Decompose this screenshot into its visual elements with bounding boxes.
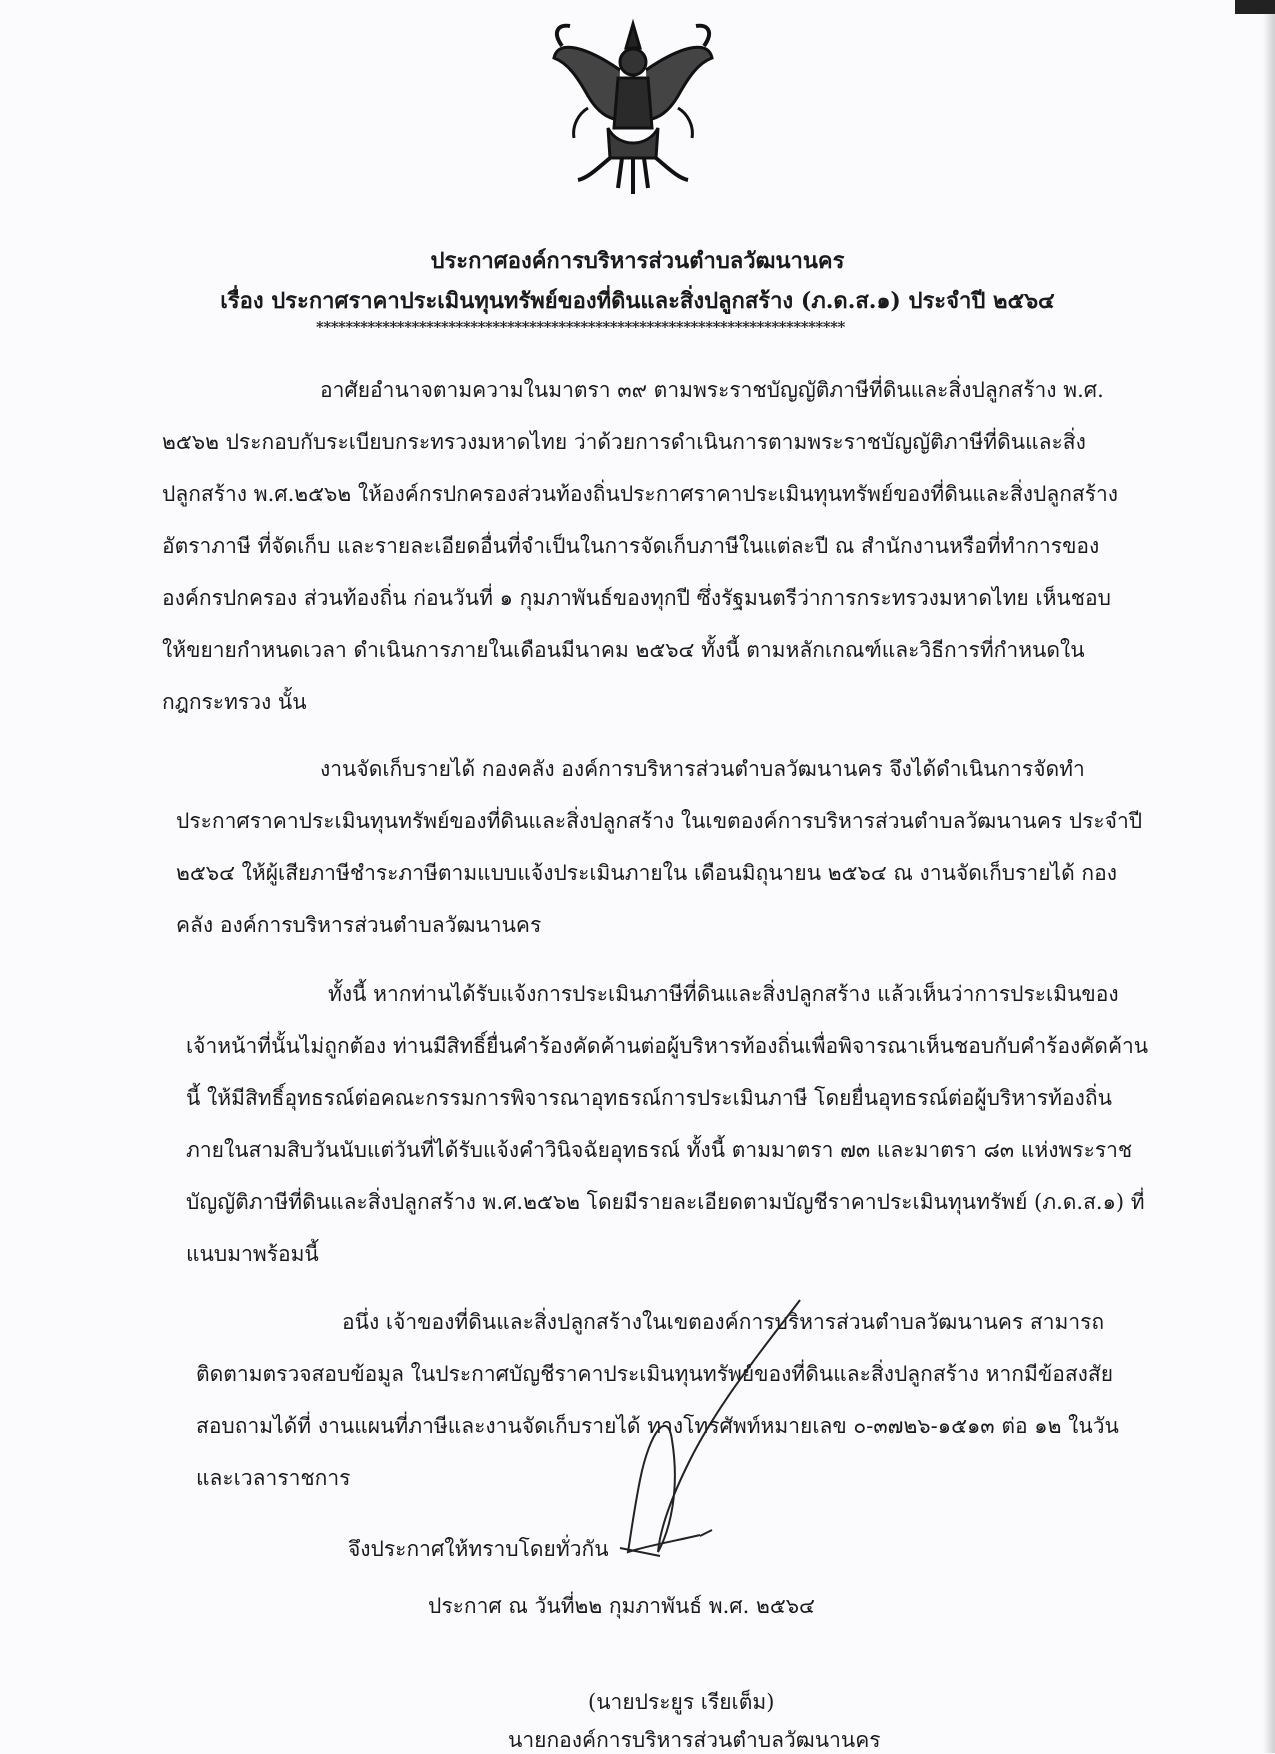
scan-edge-mark [1235, 0, 1275, 14]
handwritten-signature [600, 1290, 830, 1570]
paragraph-4-line: ติดตามตรวจสอบข้อมูล ในประกาศบัญชีราคาประเมินทุนทรัพย์ของที่ดินและสิ่งปลูกสร้าง หากมีข้อสงสัย [196, 1362, 1114, 1386]
paragraph-1-line: อาศัยอำนาจตามความในมาตรา ๓๙ ตามพระราชบัญญัติภาษีที่ดินและสิ่งปลูกสร้าง พ.ศ. [320, 378, 1104, 402]
paragraph-2-line: ๒๕๖๔ ให้ผู้เสียภาษีชำระภาษีตามแบบแจ้งประเมินภายใน เดือนมิถุนายน ๒๕๖๔ ณ งานจัดเก็บรายได้ กอง [176, 861, 1117, 885]
announcement-date: ประกาศ ณ วันที่๒๒ กุมภาพันธ์ พ.ศ. ๒๕๖๔ [428, 1594, 815, 1618]
paragraph-2-line: คลัง องค์การบริหารส่วนตำบลวัฒนานคร [176, 913, 542, 937]
document-title: ประกาศองค์การบริหารส่วนตำบลวัฒนานคร [430, 248, 845, 274]
paragraph-3-line: นี้ ให้มีสิทธิ์อุทธรณ์ต่อคณะกรรมการพิจารณาอุทธรณ์การประเมินภาษี โดยยื่นอุทธรณ์ต่อผู้บริหารท้องถิ่น [186, 1086, 1112, 1110]
paragraph-2-line: งานจัดเก็บรายได้ กองคลัง องค์การบริหารส่วนตำบลวัฒนานคร จึงได้ดำเนินการจัดทำ [320, 757, 1085, 781]
paragraph-3-line: ทั้งนี้ หากท่านได้รับแจ้งการประเมินภาษีที่ดินและสิ่งปลูกสร้าง แล้วเห็นว่าการประเมินของ [328, 982, 1119, 1006]
paragraph-3-line: แนบมาพร้อมนี้ [186, 1242, 319, 1266]
paragraph-3-line: ภายในสามสิบวันนับแต่วันที่ได้รับแจ้งคำวินิจฉัยอุทธรณ์ ทั้งนี้ ตามมาตรา ๗๓ และมาตรา ๘๓ แห่งพระราช [186, 1138, 1133, 1162]
paragraph-4-line: อนึ่ง เจ้าของที่ดินและสิ่งปลูกสร้างในเขตองค์การบริหารส่วนตำบลวัฒนานคร สามารถ [342, 1310, 1105, 1334]
signer-position: นายกองค์การบริหารส่วนตำบลวัฒนานคร [508, 1728, 881, 1752]
paragraph-3-line: บัญญัติภาษีที่ดินและสิ่งปลูกสร้าง พ.ศ.๒๕๖๒ โดยมีรายละเอียดตามบัญชีราคาประเมินทุนทรัพย์ (ภ.ด.ส.๑) ที่ [186, 1190, 1145, 1214]
paragraph-1-line: ให้ขยายกำหนดเวลา ดำเนินการภายในเดือนมีนาคม ๒๕๖๔ ทั้งนี้ ตามหลักเกณฑ์และวิธีการที่กำหนดใน [162, 638, 1085, 662]
paragraph-1-line: องค์กรปกครอง ส่วนท้องถิ่น ก่อนวันที่ ๑ กุมภาพันธ์ของทุกปี ซึ่งรัฐมนตรีว่าการกระทรวงมหาดไทย เห็นชอบ [162, 586, 1111, 610]
separator-line: ************************************************************************ [316, 318, 845, 336]
signer-name: (นายประยูร เรียเต็ม) [588, 1690, 775, 1714]
paragraph-1-line: ปลูกสร้าง พ.ศ.๒๕๖๒ ให้องค์กรปกครองส่วนท้องถิ่นประกาศราคาประเมินทุนทรัพย์ของที่ดินและสิ่งปลูกสร้าง [162, 482, 1119, 506]
paragraph-1-line: อัตราภาษี ที่จัดเก็บ และรายละเอียดอื่นที่จำเป็นในการจัดเก็บภาษีในแต่ละปี ณ สำนักงานหรือที่ทำการของ [162, 534, 1100, 558]
paragraph-4-line: สอบถามได้ที่ งานแผนที่ภาษีและงานจัดเก็บรายได้ ทางโทรศัพท์หมายเลข ๐-๓๗๒๖-๑๕๑๓ ต่อ ๑๒ ในวัน [196, 1414, 1119, 1438]
paragraph-3-line: เจ้าหน้าที่นั้นไม่ถูกต้อง ท่านมีสิทธิ์ยื่นคำร้องคัดค้านต่อผู้บริหารท้องถิ่นเพื่อพิจารณาเห็นชอบกับคำร้องคัดค้าน [186, 1034, 1149, 1058]
garuda-emblem-icon [548, 18, 718, 206]
paragraph-2-line: ประกาศราคาประเมินทุนทรัพย์ของที่ดินและสิ่งปลูกสร้าง ในเขตองค์การบริหารส่วนตำบลวัฒนานคร ประจำปี [176, 809, 1143, 833]
document-subject: เรื่อง ประกาศราคาประเมินทุนทรัพย์ของที่ดินและสิ่งปลูกสร้าง (ภ.ด.ส.๑) ประจำปี ๒๕๖๔ [220, 288, 1055, 314]
closing-statement: จึงประกาศให้ทราบโดยทั่วกัน [348, 1537, 609, 1561]
paragraph-1-line: ๒๕๖๒ ประกอบกับระเบียบกระทรวงมหาดไทย ว่าด้วยการดำเนินการตามพระราชบัญญัติภาษีที่ดินและสิ่ง [162, 430, 1086, 454]
paragraph-1-line: กฎกระทรวง นั้น [162, 690, 307, 714]
paragraph-4-line: และเวลาราชการ [196, 1466, 351, 1490]
